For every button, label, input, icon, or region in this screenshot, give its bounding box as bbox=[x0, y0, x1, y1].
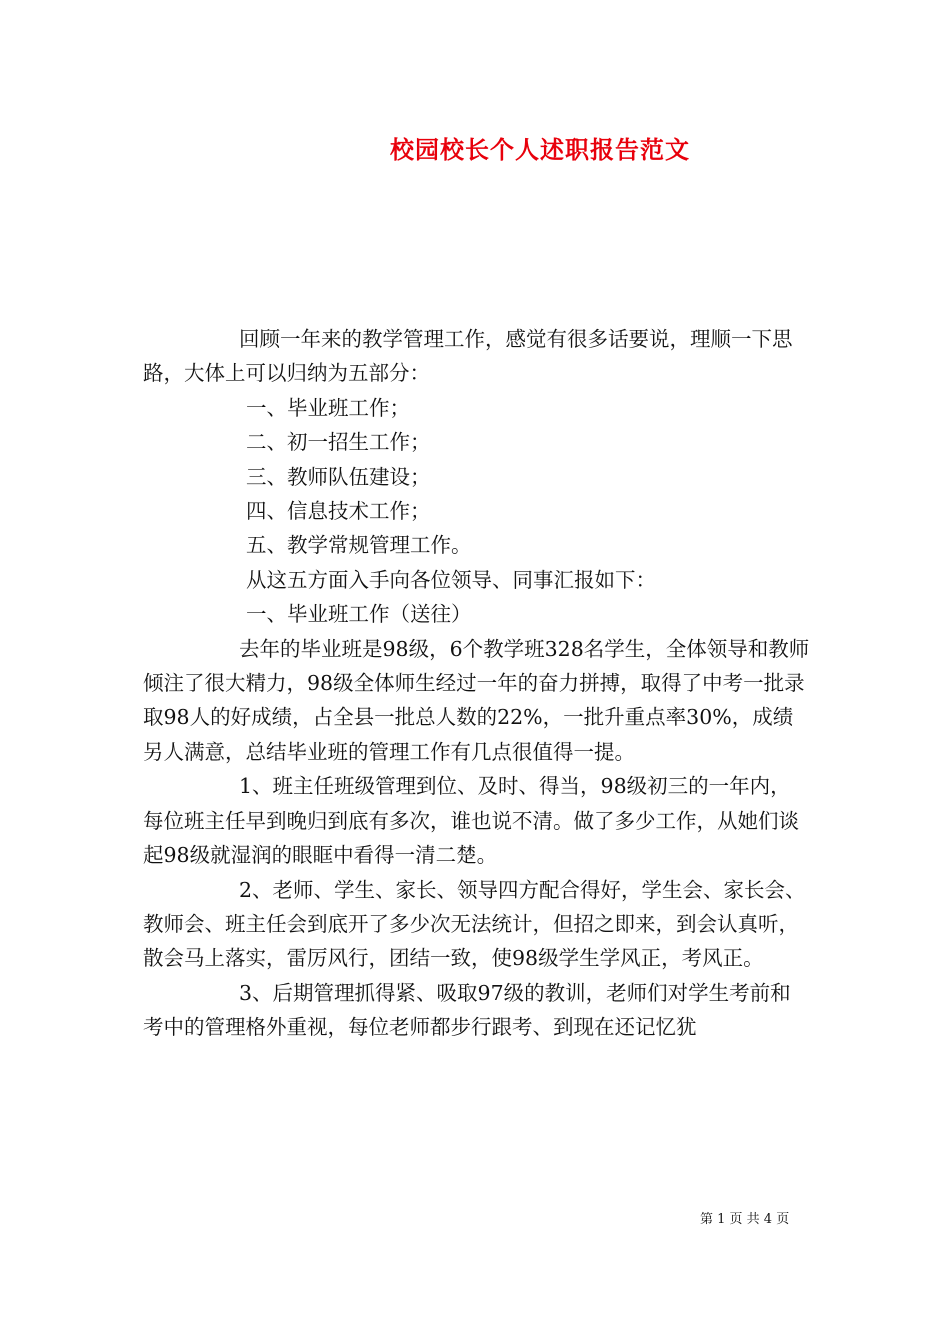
list-item: 四、信息技术工作； bbox=[246, 499, 431, 524]
body-paragraph: 2、老师、学生、家长、领导四方配合得好，学生会、家长会、教师会、班主任会到底开了多少次无法统计，但招之即来，到会认真听，散会马上落实，雷厉风行，团结一致，使98级学生学风正，考风正。 bbox=[143, 877, 806, 971]
document-title: 校园校长个人述职报告范文 bbox=[390, 135, 690, 164]
transition-line: 从这五方面入手向各位领导、同事汇报如下： bbox=[246, 567, 656, 592]
section-heading: 一、毕业班工作（送往） bbox=[246, 602, 472, 627]
intro-paragraph: 回顾一年来的教学管理工作，感觉有很多话要说，理顺一下思路，大体上可以归纳为五部分： bbox=[143, 327, 793, 386]
list-item: 一、毕业班工作； bbox=[246, 395, 410, 420]
list-item: 五、教学常规管理工作。 bbox=[246, 533, 472, 558]
body-paragraph: 3、后期管理抓得紧、吸取97级的教训，老师们对学生考前和考中的管理格外重视，每位老师都步行跟考、到现在还记忆犹 bbox=[143, 980, 791, 1040]
body-paragraph: 去年的毕业班是98级，6个教学班328名学生，全体领导和教师倾注了很大精力，98级全体师生经过一年的奋力拼搏，取得了中考一批录取98人的好成绩，占全县一批总人数的22%，一批升重点率30%，成绩另人满意，总结毕业班的管理工作有几点很值得一提。 bbox=[143, 636, 810, 764]
list-item: 二、初一招生工作； bbox=[246, 430, 431, 455]
document-body bbox=[143, 322, 811, 1045]
body-paragraph: 1、班主任班级管理到位、及时、得当，98级初三的一年内，每位班主任早到晚归到底有多次，谁也说不清。做了多少工作，从她们谈起98级就湿润的眼眶中看得一清二楚。 bbox=[143, 774, 799, 868]
page-number-footer: 第 1 页 共 4 页 bbox=[700, 1212, 790, 1227]
list-item: 三、教师队伍建设； bbox=[246, 464, 431, 489]
